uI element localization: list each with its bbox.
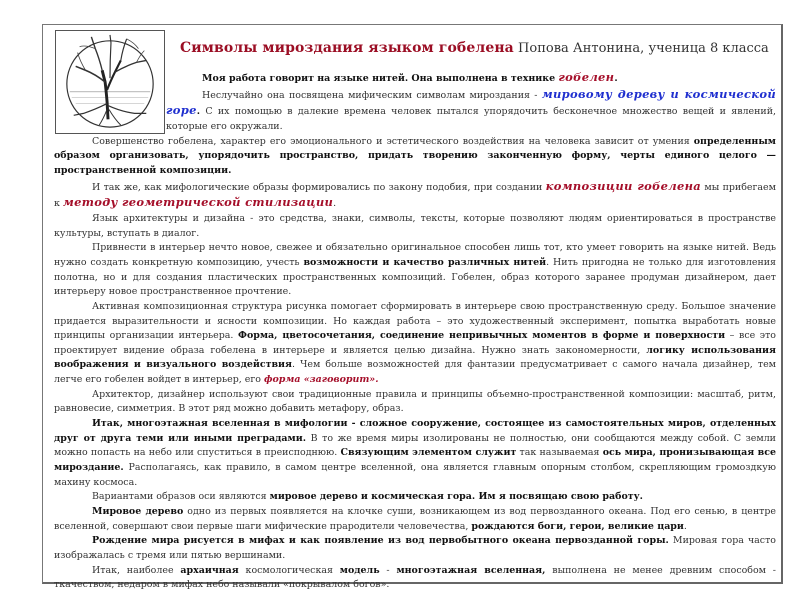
- highlight-world-tree-mountain: мировому дереву и космической горе: [166, 86, 776, 118]
- architect-text: Архитектор, дизайнер используют свои традиционные правила и принципы объемно-пространственной композиции: масштаб, ритм, равновесие, симметрия. В этот ряд можно добавить метафору, образ.: [54, 388, 776, 415]
- world-tree-text: одно из первых появляется на клочке суши, возникающем из вод первозданного океана. Под его сенью, в центре вселенной, совершают свои первые шаги мифические прародители человечества,: [54, 506, 777, 532]
- highlight-geometric-stylization: методу геометрической стилизации: [62, 195, 334, 210]
- paragraph-architect: [54, 388, 776, 417]
- stylization-period: .: [333, 198, 337, 210]
- perfection-bold: определенным образом организовать, упорядочить пространство, придать творению законченную форму, черты единого целого — пространственной композиции.: [54, 135, 776, 176]
- paragraph-conclusion: [54, 564, 776, 593]
- dedication-text-2: С их помощью в далекие времена человек пытался упорядочить бесконечное множество вещей и явлений, которые его окружали.: [166, 106, 776, 132]
- axis-text: Вариантами образов оси являются: [92, 491, 270, 503]
- paragraph-language: [54, 212, 776, 241]
- universe-text-2: так называемая: [516, 447, 603, 459]
- conclusion-text: Итак, наиболее: [92, 564, 181, 576]
- conclusion-bold-3: многоэтажная вселенная,: [396, 564, 546, 576]
- paragraph-universe: [54, 417, 776, 490]
- illustration-spacer: [54, 68, 166, 134]
- world-tree-bold-2: рождаются боги, герои, великие цари: [471, 520, 684, 532]
- universe-text: В то же время миры изолированы не полностью, они сообщаются между собой. С земли можно попасть на небо или спуститься в преисподнюю.: [54, 432, 776, 459]
- language-text: Язык архитектуры и дизайна - это средства, знаки, символы, тексты, которые позволяют людям ориентироваться в пространстве культуры, вступать в диалог.: [54, 212, 776, 239]
- paragraph-axis: [54, 490, 776, 505]
- conclusion-text-3: выполнена не менее древним способом - ткачеством, недаром в мифах небо называли «покрывалом богов».: [54, 564, 776, 591]
- highlight-composition: композиции гобелена: [545, 178, 702, 193]
- world-tree-period: .: [683, 520, 687, 532]
- interior-text-2: . Нить пригодна не только для изготовления полотна, но и для создания пластических пространственных композиций. Гобелен, образ которого заранее продуман дизайнером, дает интерьеру новое пространственное прочтение.: [54, 256, 776, 298]
- author-line: Попова Антонина, ученица 8 класса: [518, 41, 769, 56]
- conclusion-text-2: космологическая: [238, 564, 340, 576]
- intro-text: Моя работа говорит на языке нитей. Она выполнена в технике: [202, 73, 559, 84]
- paragraph-structure: [54, 300, 776, 388]
- structure-bold-2: логику использования воображения и визуального воздействия: [54, 344, 776, 371]
- conclusion-dash: -: [379, 564, 397, 576]
- stylization-text-2: мы прибегаем к: [54, 181, 776, 210]
- document-body: [54, 70, 776, 593]
- world-tree-bold: Мировое дерево: [92, 506, 184, 518]
- paragraph-birth: [54, 534, 776, 563]
- perfection-text: Совершенство гобелена, характер его эмоционального и эстетического воздействия на человека зависит от умения: [92, 135, 694, 147]
- paragraph-interior: [54, 241, 776, 300]
- dedication-text: Неслучайно она посвящена мифическим символам мироздания -: [202, 89, 542, 101]
- paragraph-world-tree: [54, 505, 776, 534]
- interior-text: Привнести в интерьер нечто новое, свежее и обязательно оригинальное способен лишь тот, кто умеет говорить на языке нитей. Ведь нужно создать конкретную композицию, учесть: [54, 242, 776, 268]
- conclusion-bold-2: модель: [339, 564, 380, 576]
- stylization-text: И так же, как мифологические образы формировались по закону подобия, при создании: [92, 181, 546, 193]
- highlight-gobelen: гобелен: [558, 70, 615, 84]
- universe-bold-1: Итак, многоэтажная вселенная в мифологии - сложное сооружение, состоящее из самостоятельных миров, отделенных друг от друга теми или иными преградами.: [54, 418, 776, 444]
- intro-period: .: [614, 73, 618, 84]
- interior-bold: возможности и качество различных нитей: [303, 256, 547, 268]
- page-title: Символы мироздания языком гобелена: [180, 40, 514, 56]
- paragraph-stylization: [54, 179, 776, 212]
- structure-bold-1: Форма, цветосочетания, соединение непривычных моментов в форме и поверхности: [238, 330, 726, 342]
- structure-text-2: – все это проектирует видение образа гобелена в интерьере и является целью дизайна. Нужно знать закономерности,: [54, 330, 776, 356]
- universe-bold-2: Связующим элементом служит: [340, 447, 517, 459]
- axis-bold: мировое дерево и космическая гора. Им я посвящаю свою работу.: [269, 491, 643, 503]
- highlight-form-speaks: форма «заговорит».: [263, 374, 379, 386]
- birth-text: Мировая гора часто изображалась с тремя или пятью вершинами.: [54, 535, 776, 561]
- conclusion-bold-1: архаичная: [180, 564, 239, 576]
- birth-bold: Рождение мира рисуется в мифах и как появление из вод первобытного океана первозданной горы.: [92, 535, 669, 547]
- header: [180, 40, 780, 56]
- paragraph-perfection: [54, 135, 776, 179]
- dedication-period: .: [196, 106, 200, 118]
- structure-text: Активная композиционная структура рисунка помогает сформировать в интерьере свою пространственную среду. Большое значение придается выразительности и ясности композиции. Но каждая работа – это художественный эксперимент, попытка выработать новые принципы организации интерьера.: [54, 300, 776, 342]
- structure-text-3: . Чем больше возможностей для фантазии предусматривает с самого начала дизайнер, тем легче его гобелен войдет в интерьер, его: [54, 359, 777, 386]
- universe-text-3: Располагаясь, как правило, в самом центре вселенной, она является главным опорным столбом, скрепляющим громоздкую махину космоса.: [54, 462, 776, 488]
- universe-bold-3: ось мира, пронизывающая все мироздание.: [54, 447, 776, 474]
